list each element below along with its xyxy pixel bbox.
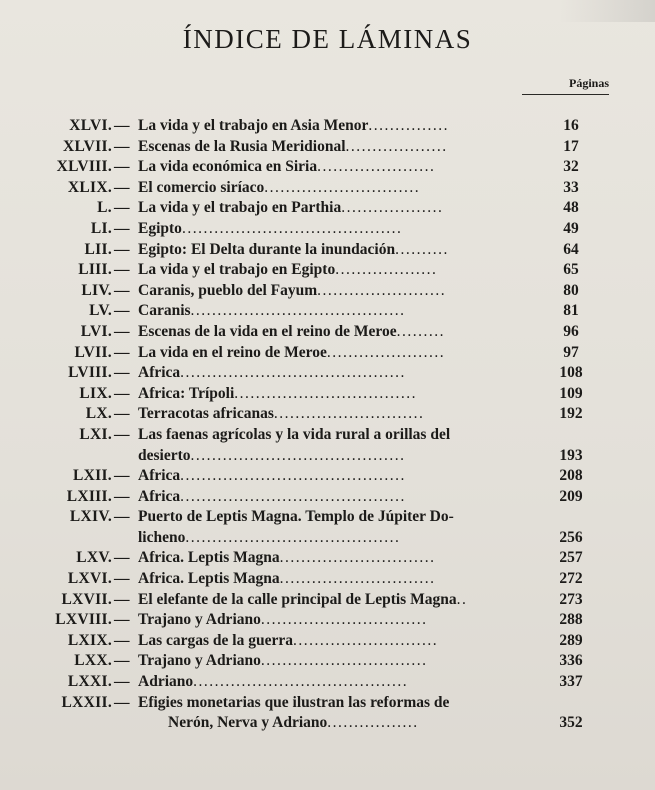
entry-dash: — — [114, 281, 130, 299]
page-number: 32 — [563, 158, 579, 176]
plate-title: Africa.......................................... — [138, 467, 406, 485]
index-entry — [0, 590, 655, 611]
plate-title: El elefante de la calle principal de Leptis Magna.. — [138, 590, 468, 608]
page-number: 289 — [559, 631, 583, 649]
plate-title-continuation: desierto........................................ — [138, 446, 406, 464]
pages-column-header: Páginas — [522, 76, 609, 95]
leader-dots: .. — [456, 590, 468, 608]
index-entry — [0, 301, 655, 322]
plate-title: El comercio siríaco............................. — [138, 178, 421, 196]
index-entry — [0, 384, 655, 405]
page-number: 336 — [559, 652, 583, 670]
entry-dash: — — [114, 219, 130, 237]
entry-dash: — — [114, 322, 130, 340]
page-number: 352 — [559, 714, 583, 732]
page-number: 17 — [563, 137, 579, 155]
entry-dash: — — [114, 364, 130, 382]
plate-title: La vida económica en Siria...................... — [138, 158, 436, 176]
leader-dots: ............................. — [279, 549, 436, 567]
page-number: 81 — [563, 302, 579, 320]
index-entry — [0, 404, 655, 425]
plate-number: LIV. — [81, 281, 112, 299]
page-number: 273 — [559, 590, 583, 608]
index-entry — [0, 507, 655, 548]
plate-title: Efigies monetarias que ilustran las reformas de — [138, 693, 450, 711]
index-entry — [0, 569, 655, 590]
plate-number: LXV. — [76, 549, 112, 567]
index-entry — [0, 651, 655, 672]
plate-number: LVIII. — [68, 364, 112, 382]
entry-dash: — — [114, 611, 130, 629]
plate-title: Africa.......................................... — [138, 487, 406, 505]
page-number: 16 — [563, 117, 579, 134]
plate-number: LVII. — [74, 343, 112, 361]
plates-index-list — [0, 116, 655, 734]
index-entry — [0, 260, 655, 281]
page-number: 48 — [563, 199, 579, 217]
entry-dash: — — [114, 549, 130, 567]
entry-dash: — — [114, 343, 130, 361]
entry-dash: — — [114, 590, 130, 608]
leader-dots: ........................................ — [190, 302, 406, 320]
entry-dash: — — [114, 158, 130, 176]
index-entry — [0, 425, 655, 466]
index-entry — [0, 198, 655, 219]
index-entry — [0, 487, 655, 508]
plate-title: Africa.......................................... — [138, 364, 406, 382]
entry-dash: — — [114, 467, 130, 485]
leader-dots: ............................... — [260, 611, 428, 629]
plate-number: LXIV. — [69, 508, 112, 526]
leader-dots: ................... — [335, 261, 438, 279]
leader-dots: ................. — [327, 714, 419, 732]
page-number: 33 — [563, 178, 579, 196]
page-number: 193 — [559, 446, 583, 464]
leader-dots: .......... — [395, 240, 449, 258]
page-number: 192 — [559, 405, 583, 423]
plate-title: Egipto......................................... — [138, 219, 403, 237]
leader-dots: ................... — [341, 199, 444, 217]
entry-dash: — — [114, 302, 130, 320]
entry-dash: — — [114, 425, 130, 443]
entry-dash: — — [114, 652, 130, 670]
page-number: 272 — [559, 570, 583, 588]
leader-dots: ............................ — [273, 405, 425, 423]
plate-title: Trajano y Adriano............................... — [138, 611, 428, 629]
page-number: 49 — [563, 219, 579, 237]
entry-dash: — — [114, 199, 130, 217]
page-edge-shadow — [560, 0, 655, 22]
index-entry — [0, 240, 655, 261]
page-title: ÍNDICE DE LÁMINAS — [182, 24, 473, 54]
index-entry — [0, 137, 655, 158]
plate-title: La vida y el trabajo en Asia Menor............... — [138, 117, 449, 134]
plate-number: LXI. — [79, 425, 112, 443]
plate-number: LXX. — [74, 652, 112, 670]
plate-title: Caranis, pueblo del Fayum........................ — [138, 281, 447, 299]
plate-number: LXXII. — [61, 693, 112, 711]
entry-dash: — — [114, 673, 130, 691]
index-entry — [0, 178, 655, 199]
plate-title: Trajano y Adriano............................... — [138, 652, 428, 670]
plate-number: LXVIII. — [55, 611, 112, 629]
plate-title: Africa: Trípoli.................................. — [138, 384, 418, 402]
leader-dots: .......................................... — [180, 467, 406, 485]
page-number: 108 — [559, 364, 583, 382]
leader-dots: ................... — [345, 137, 448, 155]
plate-number: XLIX. — [67, 178, 112, 196]
page-number: 64 — [563, 240, 579, 258]
page-number: 208 — [559, 467, 583, 485]
entry-dash: — — [114, 405, 130, 423]
index-entry — [0, 672, 655, 693]
leader-dots: ........................................ — [193, 673, 409, 691]
plate-number: XLVII. — [62, 137, 112, 155]
plate-number: LXVII. — [61, 590, 112, 608]
leader-dots: ............................. — [279, 570, 436, 588]
index-entry — [0, 548, 655, 569]
index-entry — [0, 322, 655, 343]
page-number: 97 — [563, 343, 579, 361]
plate-title: Puerto de Leptis Magna. Templo de Júpiter Do- — [138, 508, 454, 526]
entry-dash: — — [114, 487, 130, 505]
leader-dots: .......................................... — [180, 487, 406, 505]
plate-number: LXVI. — [67, 570, 112, 588]
plate-title-continuation: licheno........................................ — [138, 528, 401, 546]
leader-dots: ........................... — [292, 631, 439, 649]
plate-title-continuation: Nerón, Nerva y Adriano................. — [168, 714, 419, 732]
plate-number: LXXI. — [67, 673, 112, 691]
plate-title: Las cargas de la guerra........................... — [138, 631, 439, 649]
entry-dash: — — [114, 508, 130, 526]
leader-dots: ......................................... — [181, 219, 403, 237]
leader-dots: ...................... — [317, 158, 436, 176]
plate-number: LIX. — [79, 384, 112, 402]
plate-number: LXIX. — [67, 631, 112, 649]
page-number: 80 — [563, 281, 579, 299]
plate-number: L. — [97, 199, 112, 217]
plate-number: LVI. — [80, 322, 112, 340]
entry-dash: — — [114, 137, 130, 155]
plate-number: XLVIII. — [56, 158, 112, 176]
leader-dots: ............... — [368, 117, 449, 134]
plate-number: XLVI. — [69, 117, 112, 134]
plate-number: LIII. — [78, 261, 112, 279]
plate-title: Escenas de la vida en el reino de Meroe......... — [138, 322, 445, 340]
page-number: 337 — [559, 673, 583, 691]
page-number: 256 — [559, 528, 583, 546]
leader-dots: ......... — [396, 322, 445, 340]
plate-number: LII. — [84, 240, 112, 258]
leader-dots: ............................. — [264, 178, 421, 196]
index-entry — [0, 219, 655, 240]
plate-title: La vida en el reino de Meroe...................... — [138, 343, 446, 361]
leader-dots: .................................. — [234, 384, 418, 402]
plate-title: Adriano........................................ — [138, 673, 409, 691]
entry-dash: — — [114, 631, 130, 649]
index-entry — [0, 693, 655, 734]
entry-dash: — — [114, 384, 130, 402]
index-entry — [0, 157, 655, 178]
plate-title: Africa. Leptis Magna............................. — [138, 549, 436, 567]
entry-dash: — — [114, 261, 130, 279]
plate-title: Escenas de la Rusia Meridional................... — [138, 137, 448, 155]
plate-title: La vida y el trabajo en Parthia................... — [138, 199, 444, 217]
entry-dash: — — [114, 117, 130, 134]
leader-dots: ............................... — [260, 652, 428, 670]
plate-title: Egipto: El Delta durante la inundación.......... — [138, 240, 449, 258]
entry-dash: — — [114, 570, 130, 588]
plate-title: La vida y el trabajo en Egipto................... — [138, 261, 438, 279]
plate-title: Africa. Leptis Magna............................. — [138, 570, 436, 588]
index-entry — [0, 343, 655, 364]
entry-dash: — — [114, 693, 130, 711]
plate-title: Caranis........................................ — [138, 302, 406, 320]
page-number: 288 — [559, 611, 583, 629]
plate-title: Terracotas africanas............................ — [138, 405, 425, 423]
entry-dash: — — [114, 178, 130, 196]
entry-dash: — — [114, 240, 130, 258]
index-entry — [0, 610, 655, 631]
index-entry — [0, 631, 655, 652]
plate-number: LXII. — [73, 467, 112, 485]
index-entry — [0, 281, 655, 302]
index-entry — [0, 363, 655, 384]
plate-number: LI. — [90, 219, 112, 237]
leader-dots: ...................... — [326, 343, 446, 361]
plate-number: LXIII. — [66, 487, 112, 505]
plate-number: LV. — [89, 302, 112, 320]
leader-dots: ........................................ — [190, 446, 406, 464]
page-number: 96 — [563, 322, 579, 340]
page-number: 257 — [559, 549, 583, 567]
leader-dots: ........................................ — [185, 528, 401, 546]
page-number: 65 — [563, 261, 579, 279]
page-number: 209 — [559, 487, 583, 505]
leader-dots: ........................ — [317, 281, 447, 299]
plate-number: LX. — [85, 405, 112, 423]
index-entry — [0, 466, 655, 487]
page-number: 109 — [559, 384, 583, 402]
plate-title: Las faenas agrícolas y la vida rural a orillas del — [138, 425, 451, 443]
index-entry — [0, 116, 655, 137]
leader-dots: .......................................... — [180, 364, 406, 382]
